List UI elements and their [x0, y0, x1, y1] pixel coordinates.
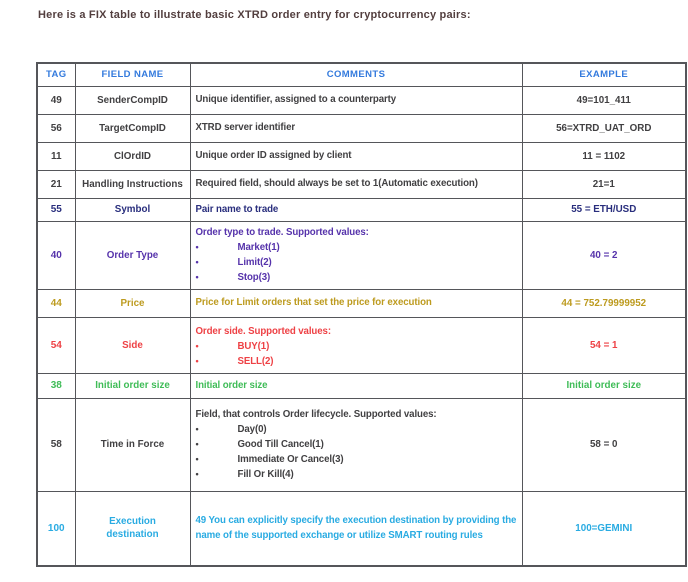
bullet-item: [196, 467, 517, 482]
table-header-row: [37, 63, 686, 86]
example-cell: 56=XTRD_UAT_ORD: [522, 114, 686, 142]
bullet-label: Stop(3): [237, 272, 271, 283]
bullet-label: Day(0): [237, 424, 267, 435]
field-name-cell: SenderCompID: [75, 86, 190, 114]
bullet-label: BUY(1): [237, 340, 270, 352]
page-title: Here is a FIX table to illustrate basic XTRD order entry for cryptocurrency pairs:: [38, 9, 471, 21]
field-name-cell: Time in Force: [75, 398, 190, 491]
column-header-comments: COMMENTS: [190, 63, 522, 86]
table-row-clordid: [37, 142, 686, 170]
example-cell: 44 = 752.79999952: [522, 289, 686, 317]
example-cell: Initial order size: [522, 373, 686, 398]
bullet-label: Market(1): [237, 242, 280, 253]
table-row-handling-instructions: [37, 170, 686, 198]
bullet-item: [196, 339, 517, 354]
example-cell: 21=1: [522, 170, 686, 198]
bullet-item: [196, 354, 517, 369]
comment-intro: Order type to trade. Supported values:: [195, 227, 369, 238]
field-name-cell: Execution destination: [75, 491, 190, 566]
tag-cell: 55: [37, 198, 75, 221]
comment-cell: [190, 317, 522, 373]
tag-cell: 40: [37, 221, 75, 289]
comment-cell: Price for Limit orders that set the price for execution: [190, 289, 522, 317]
table-row-targetcompid: [37, 114, 686, 142]
comment-cell: Unique identifier, assigned to a counterparty: [190, 86, 522, 114]
bullet-item: [196, 270, 517, 285]
comment-cell: Unique order ID assigned by client: [190, 142, 522, 170]
tag-cell: 21: [37, 170, 75, 198]
table-row-order-type: [37, 221, 686, 289]
tag-cell: 38: [37, 373, 75, 398]
field-name-cell: Handling Instructions: [75, 170, 190, 198]
table-row-price: [37, 289, 686, 317]
column-header-field-name: FIELD NAME: [75, 63, 190, 86]
field-name-cell: Initial order size: [75, 373, 190, 398]
table-row-symbol: [37, 198, 686, 221]
bullet-icon: •: [195, 242, 199, 252]
bullet-icon: •: [195, 424, 199, 434]
comment-intro: Field, that controls Order lifecycle. Supported values:: [195, 409, 437, 420]
comment-cell: Initial order size: [190, 373, 522, 398]
example-cell: 100=GEMINI: [522, 491, 686, 566]
bullet-icon: •: [195, 439, 199, 449]
comment-cell: 49 You can explicitly specify the execution destination by providing the name of the supported exchange or utilize SMART routing rules: [190, 491, 522, 566]
tag-cell: 54: [37, 317, 75, 373]
comment-cell: Pair name to trade: [190, 198, 522, 221]
table-row-initial-order-size: [37, 373, 686, 398]
comment-cell: [190, 398, 522, 491]
field-name-cell: TargetCompID: [75, 114, 190, 142]
field-name-cell: ClOrdID: [75, 142, 190, 170]
tag-cell: 100: [37, 491, 75, 566]
bullet-icon: •: [195, 469, 199, 479]
example-cell: 58 = 0: [522, 398, 686, 491]
tag-cell: 44: [37, 289, 75, 317]
bullet-icon: •: [195, 257, 199, 267]
tag-cell: 58: [37, 398, 75, 491]
bullet-icon: •: [195, 454, 199, 464]
tag-cell: 11: [37, 142, 75, 170]
comment-cell: XTRD server identifier: [190, 114, 522, 142]
fix-order-entry-table: [36, 62, 687, 567]
field-name-cell: Price: [75, 289, 190, 317]
bullet-label: SELL(2): [237, 355, 274, 367]
bullet-icon: •: [195, 355, 199, 366]
tag-cell: 49: [37, 86, 75, 114]
example-cell: 54 = 1: [522, 317, 686, 373]
bullet-item: [196, 452, 517, 467]
bullet-icon: •: [195, 272, 199, 282]
example-cell: 40 = 2: [522, 221, 686, 289]
example-cell: 55 = ETH/USD: [522, 198, 686, 221]
bullet-icon: •: [195, 340, 199, 351]
table-row-execution-destination: [37, 491, 686, 566]
column-header-tag: TAG: [37, 63, 75, 86]
field-name-cell: Symbol: [75, 198, 190, 221]
bullet-label: Fill Or Kill(4): [237, 469, 294, 480]
bullet-item: [196, 240, 517, 255]
comment-cell: Required field, should always be set to 1(Automatic execution): [190, 170, 522, 198]
table-row-time-in-force: [37, 398, 686, 491]
bullet-label: Limit(2): [237, 257, 272, 268]
bullet-label: Immediate Or Cancel(3): [237, 454, 344, 465]
column-header-example: EXAMPLE: [522, 63, 686, 86]
comment-cell: [190, 221, 522, 289]
bullet-item: [196, 255, 517, 270]
tag-cell: 56: [37, 114, 75, 142]
field-name-cell: Side: [75, 317, 190, 373]
table-row-sendercompid: [37, 86, 686, 114]
bullet-item: [196, 437, 517, 452]
example-cell: 11 = 1102: [522, 142, 686, 170]
bullet-label: Good Till Cancel(1): [237, 439, 324, 450]
bullet-item: [196, 422, 517, 437]
example-cell: 49=101_411: [522, 86, 686, 114]
comment-intro: Order side. Supported values:: [195, 325, 331, 337]
field-name-cell: Order Type: [75, 221, 190, 289]
table-row-side: [37, 317, 686, 373]
